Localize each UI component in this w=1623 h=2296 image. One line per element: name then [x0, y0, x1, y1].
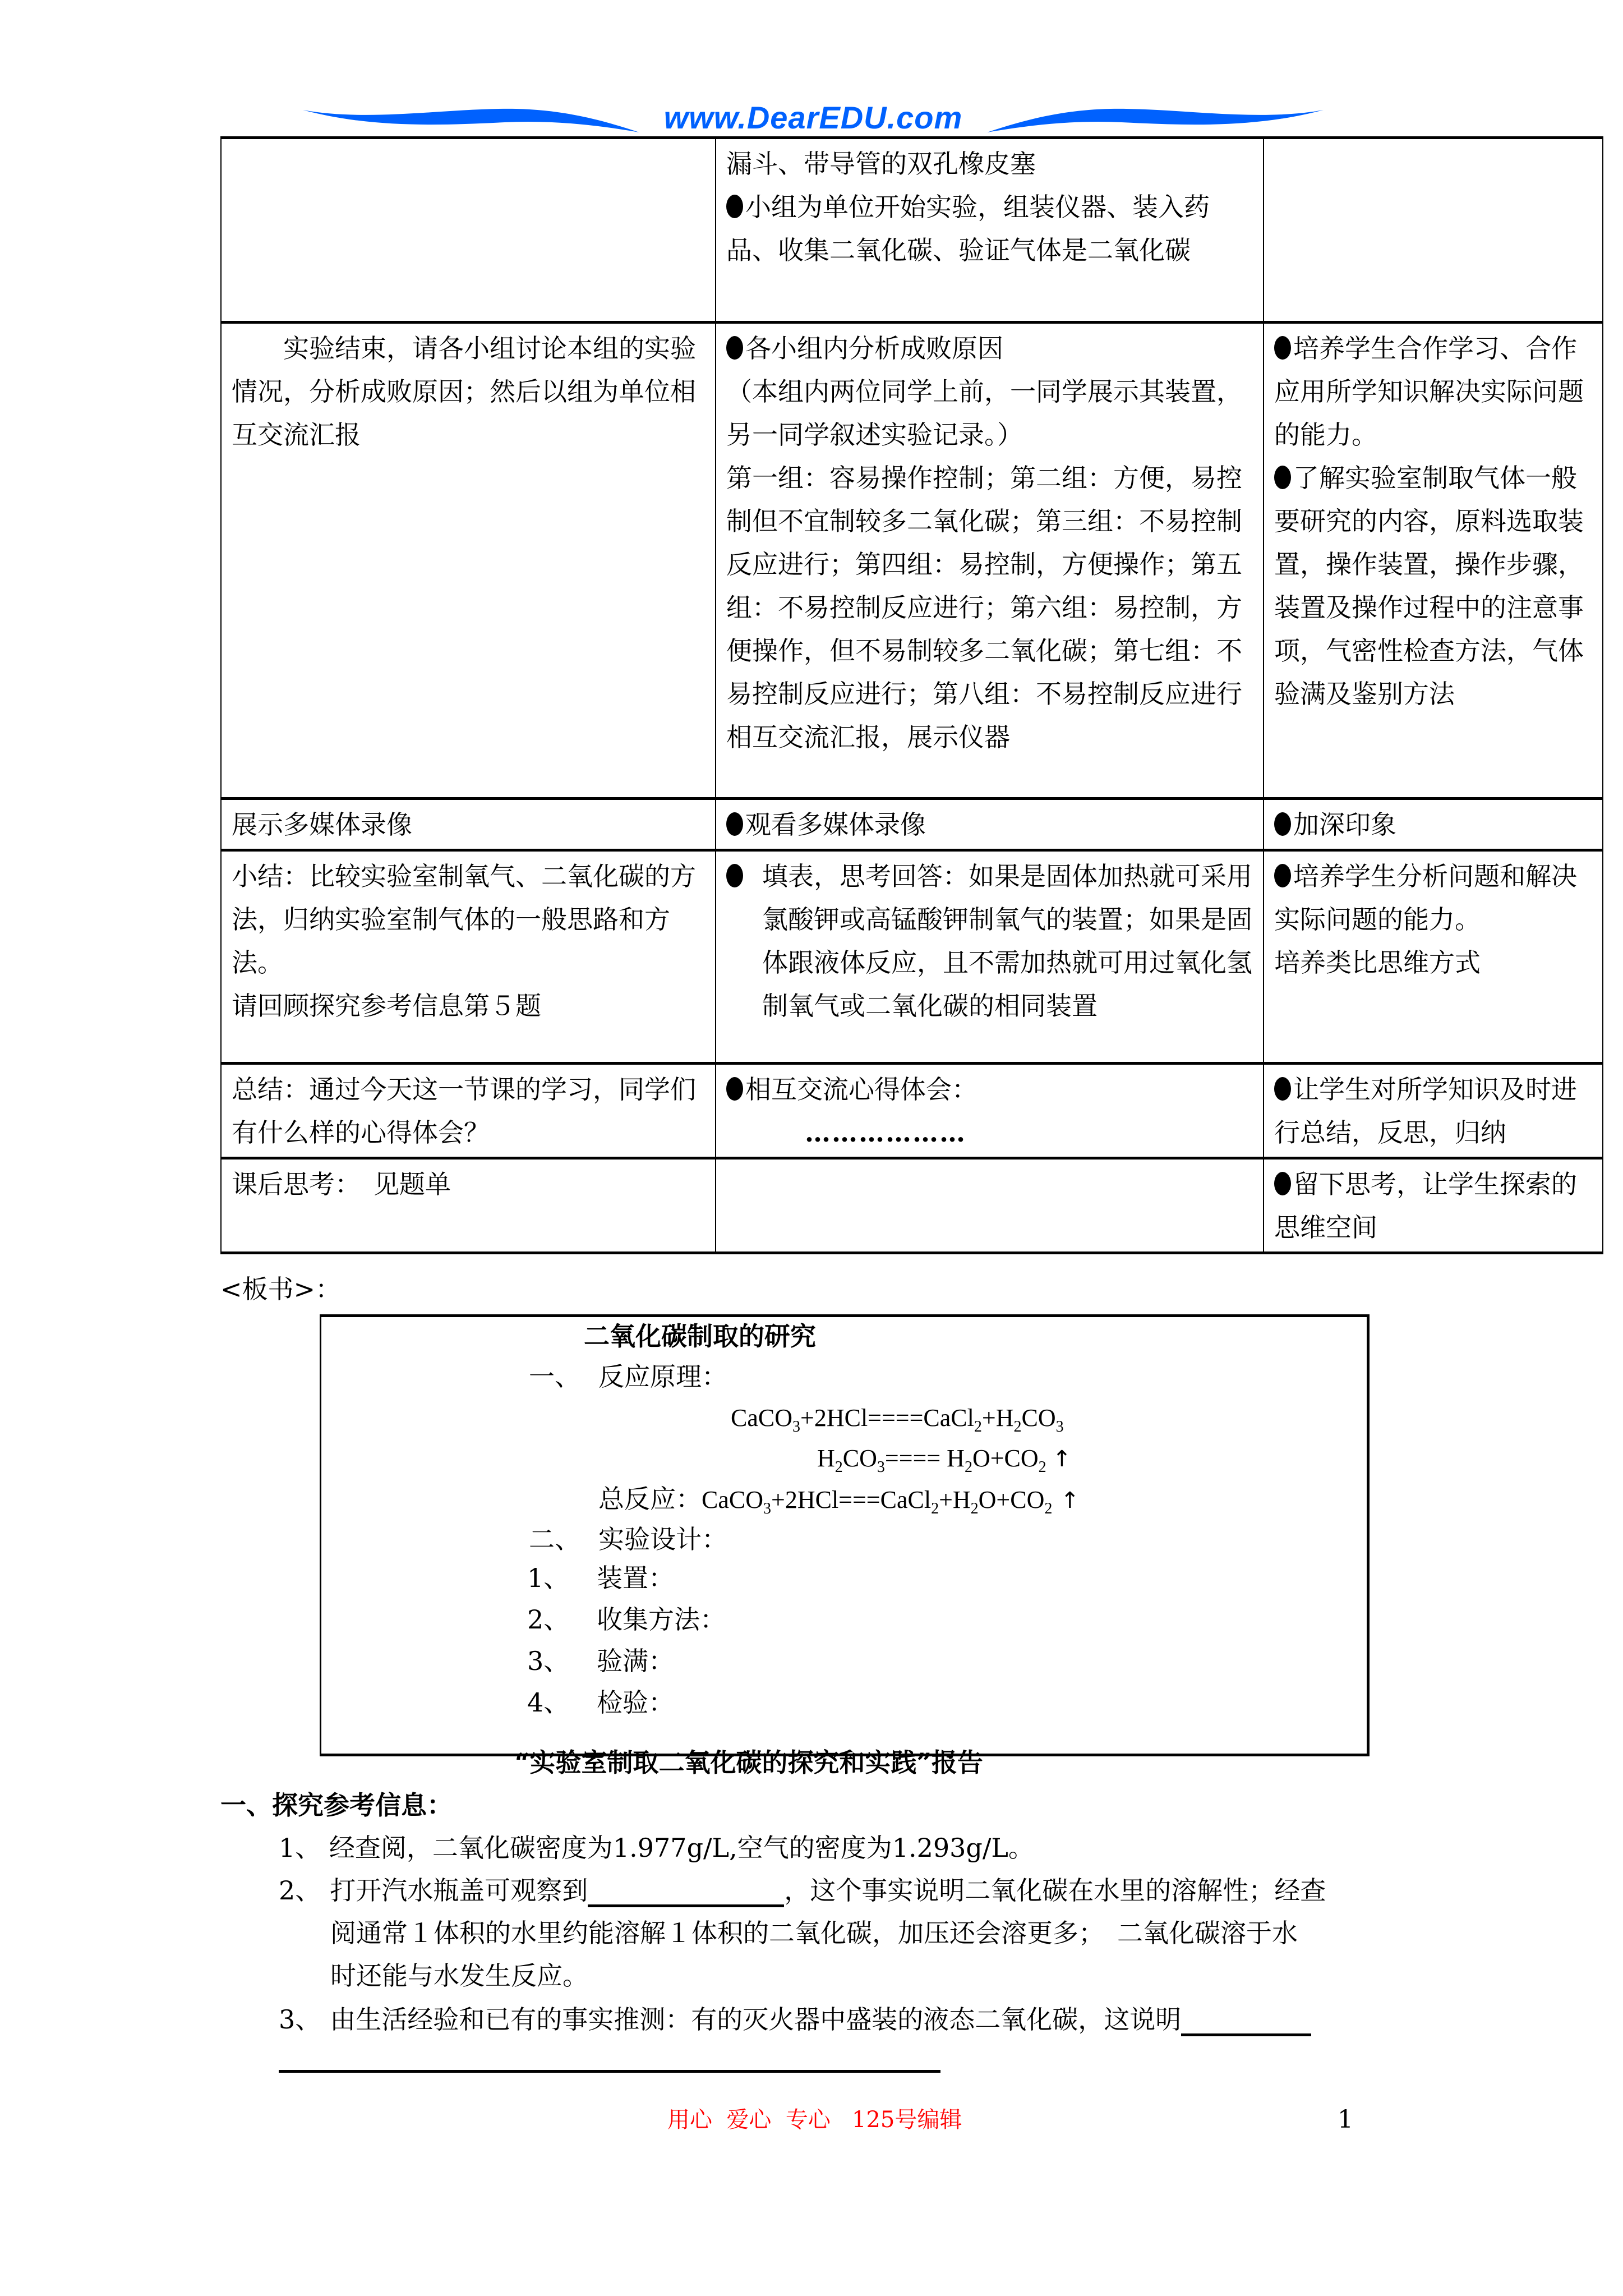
- student-activity-cell: [716, 323, 1264, 799]
- eq-part: +H: [939, 1486, 971, 1513]
- student-activity-cell: [716, 850, 1264, 1064]
- cell-line: 培养类比思维方式: [1274, 947, 1481, 978]
- board-items: [321, 1314, 1368, 1763]
- eq-part: +2HCl====CaCl: [800, 1404, 974, 1432]
- table-row: [221, 1158, 1603, 1253]
- cell-line: 相互交流心得体会：: [726, 1068, 1253, 1111]
- table-row: [221, 850, 1603, 1064]
- board-item-num: 4、: [527, 1687, 570, 1718]
- eq-part: CO: [1021, 1404, 1056, 1432]
- page-number: 1: [1338, 2105, 1353, 2134]
- board-item-label: 装置：: [597, 1563, 674, 1593]
- cell-line: 实验结束，请各小组讨论本组的实验情况，分析成败原因；然后以组为单位相互交流汇报: [232, 333, 696, 450]
- cell-line: 展示多媒体录像: [232, 809, 412, 840]
- eq-subscript: 2: [970, 1500, 979, 1517]
- eq-subscript: 2: [974, 1418, 982, 1435]
- board-section-num: 一、: [529, 1361, 580, 1392]
- eq-part: ==== H: [884, 1444, 965, 1472]
- student-activity-cell: [716, 1158, 1264, 1253]
- board-item-num: 3、: [527, 1646, 570, 1676]
- site-logo-banner: [303, 100, 1324, 138]
- cell-line: 观看多媒体录像: [726, 803, 1253, 846]
- board-section-num: 二、: [529, 1524, 580, 1554]
- footer-text: 用心 爱心 专心 125号编辑: [667, 2107, 962, 2133]
- item-number: 2、: [279, 1875, 321, 1906]
- bullet-icon: [1274, 1077, 1291, 1101]
- design-intent-cell: [1264, 850, 1603, 1064]
- bullet-icon: [1274, 336, 1291, 360]
- bullet-icon: [726, 336, 743, 360]
- footnote-divider: [279, 2070, 940, 2073]
- bullet-icon: [726, 864, 743, 887]
- board-item-label: 检验：: [597, 1687, 674, 1718]
- gas-arrow-icon: ↑: [1061, 1488, 1080, 1513]
- cell-line: 请回顾探究参考信息第５题: [232, 991, 541, 1021]
- cell-line: 填表，思考回答：如果是固体加热就可采用氯酸钾或高锰酸钾制氧气的装置；如果是固体跟液体反应，且不需加热就可用过氧化氢制氧气或二氧化碳的相同装置: [762, 861, 1252, 1021]
- gas-arrow-icon: ↑: [1052, 1446, 1072, 1472]
- teacher-activity-cell: [221, 850, 716, 1064]
- logo-text: www.DearEDU.com: [663, 100, 963, 135]
- design-intent-cell: [1264, 1064, 1603, 1158]
- table-row: [221, 138, 1603, 323]
- bullet-icon: [726, 1077, 743, 1101]
- design-intent-cell: [1264, 1158, 1603, 1253]
- student-activity-cell: [716, 138, 1264, 323]
- cell-line: 留下思考，让学生探索的思维空间: [1274, 1169, 1577, 1243]
- table-row: [221, 1064, 1603, 1158]
- eq-part: CO: [842, 1444, 877, 1472]
- board-section-label: 实验设计：: [598, 1524, 727, 1554]
- item-number: 3、: [279, 2004, 321, 2035]
- teacher-activity-cell: [221, 138, 716, 323]
- ellipsis-dots: ………………: [805, 1117, 966, 1148]
- teacher-activity-cell: [221, 323, 716, 799]
- cell-line: 培养学生分析问题和解决实际问题的能力。: [1274, 861, 1577, 935]
- eq-part: CaCO: [731, 1404, 792, 1432]
- bullet-icon: [1274, 864, 1291, 887]
- cell-line: 各小组内分析成败原因: [726, 327, 1253, 370]
- report-title: “实验室制取二氧化碳的探究和实践”报告: [515, 1747, 983, 1778]
- design-intent-cell: [1264, 138, 1603, 323]
- lesson-plan-table: [220, 136, 1603, 1254]
- cell-line: 小结：比较实验室制氧气、二氧化碳的方法，归纳实验室制气体的一般思路和方法。: [232, 861, 696, 978]
- bullet-icon: [726, 195, 743, 218]
- bullet-icon: [1274, 812, 1291, 836]
- item-text: 由生活经验和已有的事实推测：有的灭火器中盛装的液态二氧化碳，这说明: [330, 2004, 1182, 2035]
- eq-subscript: 2: [1038, 1458, 1046, 1476]
- eq-part: +H: [981, 1404, 1014, 1432]
- cell-line: 总结：通过今天这一节课的学习，同学们有什么样的心得体会？: [232, 1074, 696, 1148]
- design-intent-cell: [1264, 323, 1603, 799]
- eq-part: O+CO: [978, 1486, 1045, 1513]
- eq-part: CaCO: [702, 1486, 763, 1513]
- table-row: [221, 799, 1603, 850]
- board-item-label: 收集方法：: [597, 1604, 726, 1635]
- table-row: [221, 323, 1603, 799]
- item-text: ，这个事实说明二氧化碳在水里的溶解性；经查: [784, 1875, 1326, 1906]
- student-activity-cell: [716, 799, 1264, 850]
- eq-subscript: 2: [931, 1500, 939, 1517]
- student-activity-cell: [716, 1064, 1264, 1158]
- cell-line: 第一组：容易操作控制；第二组：方便，易控制但不宜制较多二氧化碳；第三组：不易控制反应进行；第四组：易控制，方便操作；第五组：不易控制反应进行；第六组：易控制，方便操作，但不易制较多二氧化碳；第七组：不易控制反应进行；第八组：不易控制反应进行: [726, 463, 1242, 709]
- eq-part: +2HCl===CaCl: [771, 1486, 932, 1513]
- eq-part: O+CO: [972, 1444, 1039, 1472]
- eq-subscript: 2: [834, 1458, 843, 1476]
- teacher-activity-cell: [221, 799, 716, 850]
- eq-subscript: 2: [1044, 1500, 1053, 1517]
- eq-subscript: 3: [1055, 1418, 1064, 1435]
- eq-subscript: 3: [792, 1418, 800, 1435]
- eq-subscript: 2: [964, 1458, 972, 1476]
- board-item-num: 2、: [527, 1604, 570, 1635]
- board-section-label: 反应原理：: [598, 1361, 727, 1392]
- cell-line: （本组内两位同学上前，一同学展示其装置，另一同学叙述实验记录。）: [726, 376, 1242, 450]
- eq-subscript: 3: [877, 1458, 885, 1476]
- bullet-marker: [726, 855, 745, 1028]
- cell-line: 了解实验室制取气体一般要研究的内容，原料选取装置，操作装置，操作步骤，装置及操作过程中的注意事项，气密性检查方法，气体验满及鉴别方法: [1274, 463, 1584, 709]
- bullet-icon: [1274, 1172, 1291, 1195]
- right-swoosh-icon: [987, 108, 1324, 132]
- cell-line: 相互交流汇报，展示仪器: [726, 722, 1010, 752]
- report-item-1: 1、 经查阅，二氧化碳密度为1.977g/L,空气的密度为1.293g/L。: [279, 1833, 1034, 1863]
- cell-line: 加深印象: [1274, 803, 1592, 846]
- cell-line: 课后思考： 见题单: [232, 1169, 451, 1199]
- cell-line: 培养学生合作学习、合作应用所学知识解决实际问题的能力。: [1274, 333, 1584, 450]
- eq-part: H: [817, 1444, 835, 1472]
- answer-blank-field[interactable]: [1181, 2009, 1311, 2036]
- cell-line: 漏斗、带导管的双孔橡皮塞: [726, 149, 1036, 179]
- eq-subscript: 3: [763, 1500, 771, 1517]
- eq-subscript: 2: [1013, 1418, 1022, 1435]
- board-item-num: 1、: [527, 1563, 570, 1593]
- cell-line: 让学生对所学知识及时进行总结，反思，归纳: [1274, 1074, 1577, 1148]
- eq-prefix: 总反应：: [598, 1484, 702, 1514]
- teacher-activity-cell: [221, 1064, 716, 1158]
- report-item-2-line-3: 时还能与水发生反应。: [330, 1961, 588, 1991]
- design-intent-cell: [1264, 799, 1603, 850]
- teacher-activity-cell: [221, 1158, 716, 1253]
- bullet-icon: [726, 812, 743, 836]
- cell-line: 小组为单位开始实验，组装仪器、装入药品、收集二氧化碳、验证气体是二氧化碳: [726, 192, 1210, 265]
- board-item-label: 验满：: [597, 1646, 674, 1676]
- item-text: 打开汽水瓶盖可观察到: [330, 1875, 588, 1906]
- answer-blank-field[interactable]: [588, 1880, 784, 1907]
- board-title: 二氧化碳制取的研究: [584, 1321, 816, 1351]
- report-item-2-line-2: 阅通常１体积的水里约能溶解１体积的二氧化碳，加压还会溶更多； 二氧化碳溶于水: [330, 1918, 1298, 1948]
- bullet-icon: [1274, 466, 1291, 489]
- board-label: <板书>：: [220, 1274, 342, 1304]
- report-item-2-line-1: [279, 1874, 1326, 1907]
- report-section-heading: 一、探究参考信息：: [220, 1790, 453, 1820]
- report-item-3: [279, 2003, 1311, 2036]
